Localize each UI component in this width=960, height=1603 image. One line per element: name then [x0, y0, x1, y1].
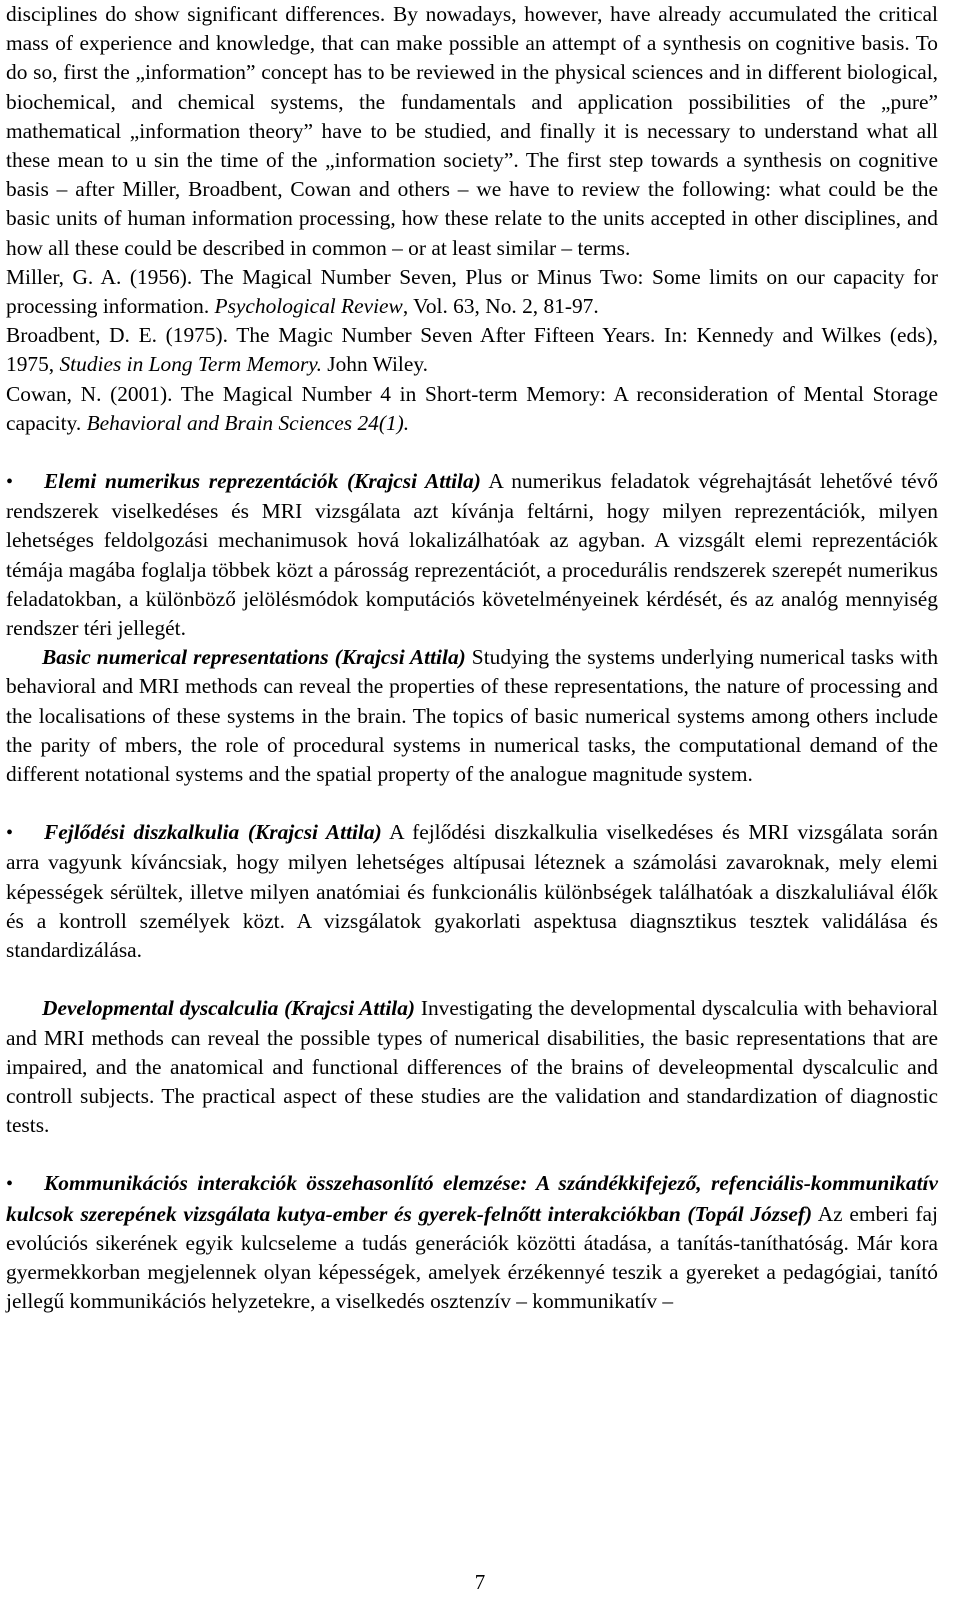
document-page: [6, 0, 938, 1316]
spacer: [6, 438, 938, 467]
bullet-icon: •: [6, 822, 14, 845]
bullet-icon: •: [6, 1173, 14, 1196]
section-body-hu: A fejlődési diszkalkulia viselkedéses és MRI vizsgálata során arra vagyunk kíváncsiak, hogy milyen lehetséges altípusai léteznek a számolási zavaroknak, mely elemi képességek sérültek, illetve milyen anatómiai és funkcionális különbségek találhatóak a diszkaluliával élők és a kontroll személyek közt. A vizsgálatok gyakorlati aspektusa diagnsztikus tesztek validálása és standardizálása.: [6, 820, 938, 963]
section-elemi-en: [6, 643, 938, 789]
ref-journal: Psychological Review: [214, 294, 403, 319]
section-title-hu: Elemi numerikus reprezentációk (Krajcsi Attila): [44, 469, 481, 494]
section-fejlodesi-hu: [6, 818, 938, 965]
reference-broadbent: [6, 321, 938, 379]
page-number: 7: [474, 1570, 486, 1594]
intro-paragraph: disciplines do show significant differences. By nowadays, however, have already accumulated the critical mass of experience and knowledge, that can make possible an attempt of a synthesis on cognitive basis. To do so, first the „information” concept has to be reviewed in the physical sciences and in different biological, biochemical, and chemical systems, the fundamentals and application possibilities of the „pure” mathematical „information theory” have to be studied, and finally it is necessary to understand what all these mean to u sin the time of the „information society”. The first step towards a synthesis on cognitive basis – after Miller, Broadbent, Cowan and others – we have to review the following: what could be the basic units of human information processing, how these relate to the units accepted in other disciplines, and how all these could be described in common – or at least similar – terms.: [6, 2, 938, 260]
ref-rest: , Vol. 63, No. 2, 81-97.: [402, 294, 599, 319]
section-body-hu: Az emberi faj evolúciós sikerének egyik kulcseleme a tudás generációk közötti átadása, a tanítás-taníthatóság. Már kora gyermekkorban megjelennek olyan képességek, amelyek érzékennyé teszik a gyereket a pedagógiai, tanító jellegű kommunikációs helyzetekre, a viselkedés osztenzív – kommunikatív –: [6, 1201, 938, 1314]
section-body-en: Studying the systems underlying numerical tasks with behavioral and MRI methods can reveal the properties of these representations, the nature of processing and the localisations of these systems in the brain. The topics of basic numerical systems among others include the parity of mbers, the role of procedural systems in numerical tasks, the computational demand of the different notational systems and the spatial property of the analogue magnitude system.: [6, 645, 939, 787]
ref-rest: John Wiley.: [321, 352, 429, 377]
spacer: [6, 1140, 938, 1169]
section-title-en: Developmental dyscalculia (Krajcsi Attila): [42, 996, 416, 1021]
ref-text: Cowan, N. (2001). The Magical Number 4 in Short-term Memory: A reconsideration of Mental Storage capacity.: [6, 381, 938, 435]
section-title-hu: Fejlődési diszkalkulia (Krajcsi Attila): [44, 820, 382, 845]
section-kommunikacios-hu: [6, 1169, 938, 1316]
section-title-hu: Kommunikációs interakciók összehasonlító elemzése: A szándékkifejező, refenciális-kommunikatív kulcsok szerepének vizsgálata kutya-ember és gyerek-felnőtt interakciókban (Topál József): [6, 1171, 938, 1226]
section-elemi-hu: [6, 467, 938, 643]
spacer: [6, 965, 938, 994]
ref-journal: Studies in Long Term Memory.: [59, 352, 322, 377]
section-body-hu: A numerikus feladatok végrehajtását lehetővé tévő rendszerek viselkedéses és MRI vizsgálata azt kívánja feltárni, hogy milyen reprezentációk, milyen lehetséges feldolgozási mechanimusok hová lokalizálhatóak az agyban. A vizsgált elemi reprezentációk témája magába foglalja többek közt a párosság reprezentációt, a procedurális rendszerek szerepét numerikus feladatokban, a különböző jelölésmódok komputációs követelményeinek kérdését, és az analóg mennyiség rendszer téri jellegét.: [6, 469, 939, 641]
reference-cowan: [6, 380, 938, 438]
section-fejlodesi-en: [6, 994, 938, 1140]
ref-text: Broadbent, D. E. (1975). The Magic Number Seven After Fifteen Years. In: Kennedy and Wilkes (eds), 1975,: [6, 323, 938, 377]
reference-miller: [6, 263, 938, 321]
ref-text: Miller, G. A. (1956). The Magical Number Seven, Plus or Minus Two: Some limits on our capacity for processing information.: [6, 264, 938, 319]
ref-journal: Behavioral and Brain Sciences 24(1).: [86, 410, 410, 435]
section-title-en: Basic numerical representations (Krajcsi Attila): [42, 645, 466, 670]
section-body-en: Investigating the developmental dyscalculia with behavioral and MRI methods can reveal the possible types of numerical disabilities, the basic representations that are impaired, and the anatomical and functional differences of the brains of develeopmental dyscalculic and controll subjects. The practical aspect of these studies are the validation and standardization of diagnostic tests.: [6, 996, 938, 1138]
spacer: [6, 789, 938, 818]
bullet-icon: •: [6, 471, 14, 494]
